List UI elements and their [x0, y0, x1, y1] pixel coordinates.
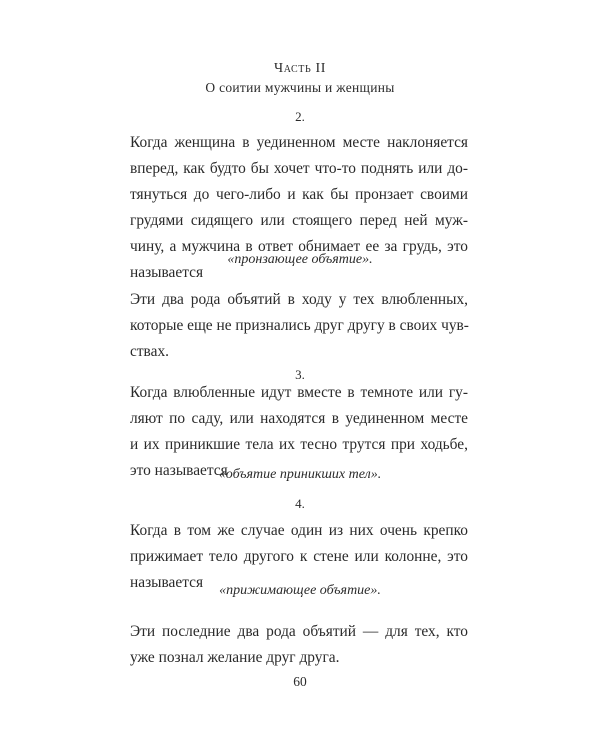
- text-line: ляют по саду, или находятся в уединенном месте: [130, 410, 468, 427]
- text-line: называется: [130, 574, 204, 591]
- text-line: Когда женщина в уединенном месте наклоняется: [130, 134, 468, 151]
- part-subtitle: О соитии мужчины и женщины: [205, 80, 395, 95]
- text-line: чину, а мужчина в ответ обнимает ее за грудь, это: [130, 238, 468, 255]
- text-line: вперед, как будто бы хочет что-то поднять или до-: [130, 160, 468, 177]
- term-label: «прижимающее объятие».: [219, 583, 381, 598]
- section-number: 3.: [295, 367, 305, 382]
- text-line: называется: [130, 264, 204, 281]
- term-label: «объятие приникших тел».: [218, 467, 382, 482]
- text-line: грудями сидящего или стоящего перед ней муж-: [130, 212, 468, 229]
- text-line: это называется: [130, 462, 228, 479]
- text-line: прижимает тело другого к стене или колонне, это: [130, 548, 468, 565]
- text-line: Эти последние два рода объятий — для тех, кто: [130, 623, 468, 640]
- text-line: Эти два рода объятий в ходу у тех влюбленных,: [130, 291, 468, 308]
- section-number: 4.: [295, 496, 305, 511]
- text-line: ствах.: [130, 343, 169, 360]
- part-title: Часть II: [274, 61, 326, 76]
- text-line: уже познал желание друг друга.: [130, 649, 340, 666]
- text-line: которые еще не признались друг другу в своих чув-: [130, 317, 469, 334]
- section-paragraph: [130, 287, 468, 365]
- text-line: тянуться до чего-либо и как бы пронзает своими: [130, 186, 468, 203]
- page-number: 60: [293, 674, 307, 689]
- text-line: и их приникшие тела их тесно трутся при ходьбе,: [130, 436, 468, 453]
- term-label: «пронзающее объятие».: [227, 252, 373, 267]
- section-paragraph: [130, 619, 468, 671]
- section-number: 2.: [295, 109, 305, 124]
- text-line: Когда влюбленные идут вместе в темноте или гу-: [130, 384, 468, 401]
- text-line: Когда в том же случае один из них очень крепко: [130, 522, 468, 539]
